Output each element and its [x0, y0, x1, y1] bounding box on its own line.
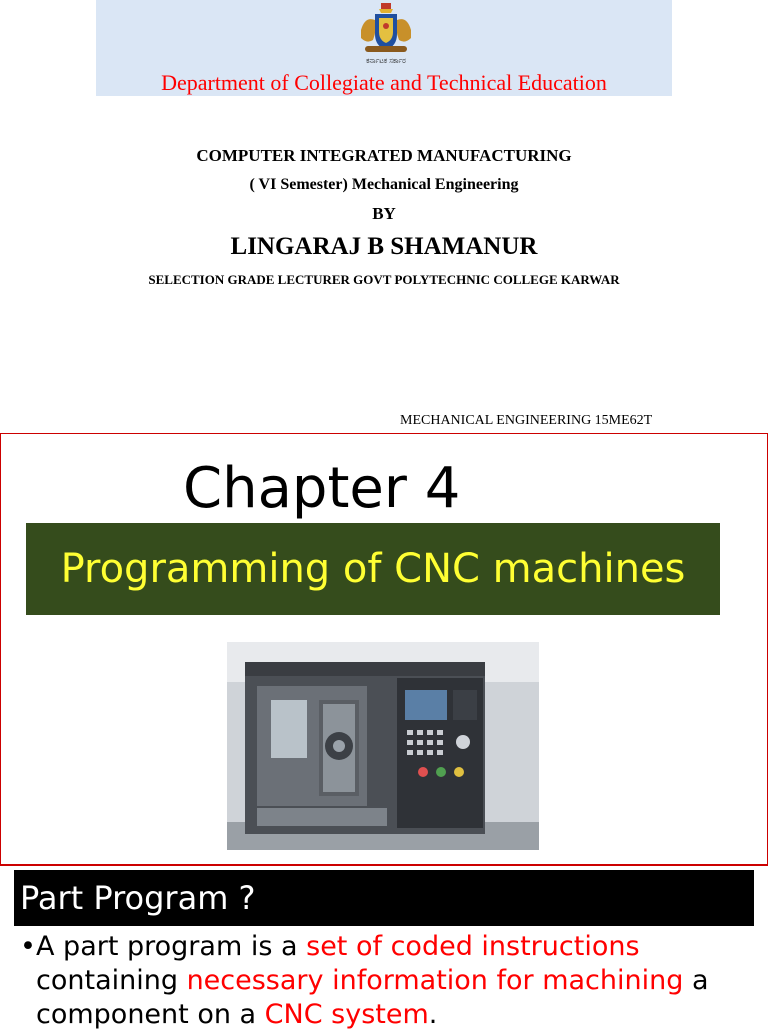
content-slide: [0, 864, 768, 1030]
cnc-machine-image: [227, 642, 539, 850]
chapter-title: Chapter 4: [183, 456, 461, 521]
highlight-coded-instructions: set of coded instructions: [306, 931, 640, 962]
highlight-cnc-system: CNC system: [264, 999, 429, 1030]
bullet-text-part: a component on a: [36, 965, 709, 1030]
bullet-text-part: containing: [36, 965, 187, 996]
banner-text: Programming of CNC machines: [60, 546, 686, 592]
bullet-text-part: .: [428, 999, 438, 1030]
subject-code: MECHANICAL ENGINEERING 15ME62T: [400, 413, 653, 428]
course-title: COMPUTER INTEGRATED MANUFACTURING: [196, 146, 572, 165]
bullet-text: [20, 930, 750, 1032]
highlight-machining-info: necessary information for machining: [186, 965, 684, 996]
chapter-banner: [26, 523, 720, 615]
title-bar: [14, 870, 754, 926]
karnataka-emblem-icon: [355, 0, 417, 66]
title-slide: [0, 0, 768, 432]
slide-title: Part Program ?: [20, 879, 256, 917]
semester-line: ( VI Semester) Mechanical Engineering: [249, 176, 519, 193]
by-label: BY: [372, 204, 396, 223]
bullet-item: [20, 930, 750, 1032]
chapter-slide: [0, 433, 768, 865]
bullet-text-part: A part program is a: [36, 931, 307, 962]
bullet-marker: •: [20, 931, 36, 962]
author-designation: SELECTION GRADE LECTURER GOVT POLYTECHNIC COLLEGE KARWAR: [148, 272, 620, 287]
emblem-caption: ಕರ್ನಾಟಕ ಸರ್ಕಾರ: [366, 57, 406, 65]
department-title: Department of Collegiate and Technical Education: [161, 70, 607, 95]
author-name: LINGARAJ B SHAMANUR: [230, 233, 538, 260]
